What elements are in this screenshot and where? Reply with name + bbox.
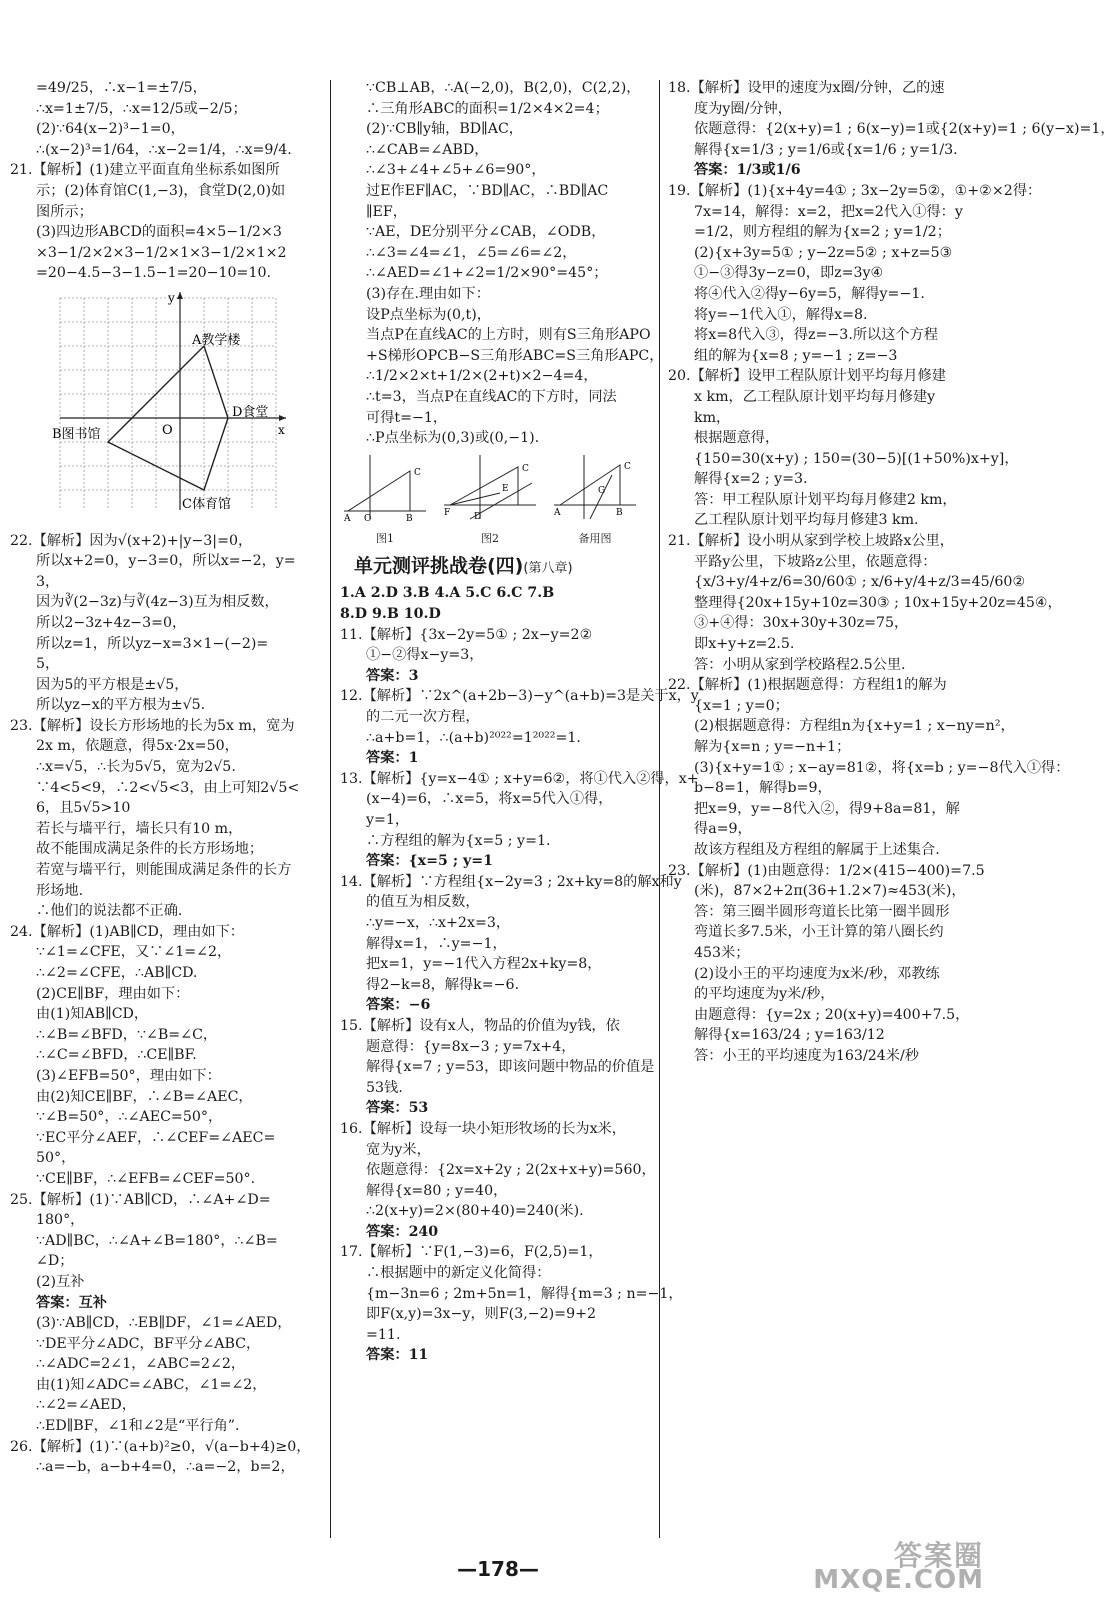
label-b: B图书馆 <box>52 426 101 442</box>
text-line: =49/25，∴x−1=±7/5， <box>36 80 207 96</box>
text-line: ∴a+b=1，∴(a+b)²⁰²²=1²⁰²²=1. <box>366 729 581 746</box>
text-line: +S梯形OPCB−S三角形ABC=S三角形APC， <box>366 347 664 364</box>
text-line: ∴ED∥BF，∠1和∠2是“平行角”. <box>36 1418 240 1435</box>
text-line: 2x m，依题意，得5x·2x=50， <box>36 738 239 755</box>
text-line: 14.【解析】∵方程组{x−2y=3 ; 2x+ky=8的解x和y <box>340 873 682 890</box>
text-line: ∴∠ADC=2∠1，∠ABC=2∠2， <box>36 1356 246 1373</box>
text-line: 题意得：{y=8x−3 ; y=7x+4， <box>366 1038 576 1055</box>
answer-block <box>340 78 664 449</box>
text-line: {x/3+y/4+z/6=30/60① ; x/6+y/4+z/3=45/60② <box>694 574 1026 591</box>
text-line: 答案：1/3或1/6 <box>694 162 801 179</box>
text-line: ③+④得：30x+30y+30z=75， <box>694 615 909 632</box>
text-line: 由(1)知∠ADC=∠ABC，∠1=∠2， <box>36 1376 267 1393</box>
text-line: 解得{x=1/3 ; y=1/6或{x=1/6 ; y=1/3. <box>694 141 958 158</box>
column-divider <box>659 80 660 1538</box>
text-line: 答案：3 <box>366 667 419 684</box>
text-line: 可得t=−1， <box>366 409 448 426</box>
text-line: ∵∠B=50°，∴∠AEC=50°， <box>36 1109 223 1126</box>
text-line: 平路y公里，下坡路z公里，依题意得： <box>694 553 937 570</box>
text-line: 故不能围成满足条件的长方形场地； <box>36 841 264 858</box>
text-line: ∵AE，DE分别平分∠CAB，∠ODB， <box>366 224 606 241</box>
svg-text:F: F <box>444 507 451 518</box>
text-line: 25.【解析】(1)∵AB∥CD，∴∠A+∠D= <box>10 1191 271 1208</box>
section-title: 单元测评挑战卷(四)(第八章) <box>354 554 573 577</box>
text-line: {150=30(x+y) ; 150=(30−5)[(1+50%)x+y]， <box>694 450 1019 467</box>
text-line: 答：甲工程队原计划平均每月修建2 km， <box>694 491 957 508</box>
text-line: 形场地. <box>36 882 84 899</box>
text-line: 16.【解析】设每一块小矩形牧场的长为x米， <box>340 1120 626 1137</box>
text-line: ∴∠CAB=∠ABD， <box>366 141 489 158</box>
text-line: ∴(x−2)³=1/64，∴x−2=1/4，∴x=9/4. <box>36 141 292 158</box>
text-line: 图所示； <box>36 203 93 220</box>
text-line: 过E作EF∥AC，∵BD∥AC，∴BD∥AC <box>366 182 609 199</box>
text-line: ∴x=1±7/5，∴x=12/5或−2/5； <box>36 100 247 117</box>
text-line: ∵CE∥BF，∴∠EFB=∠CEF=50°. <box>36 1170 256 1187</box>
text-line: 设P点坐标为(0,t)， <box>366 306 491 323</box>
text-line: ①−②得x−y=3， <box>366 647 484 664</box>
answer-block <box>10 531 323 1478</box>
column-middle <box>340 78 699 1538</box>
text-line: 答：第三圈半圆形弯道长比第一圈半圆形 <box>694 903 950 920</box>
text-line: 23.【解析】设长方形场地的长为5x m，宽为 <box>10 717 295 734</box>
figure-2 <box>440 453 540 550</box>
text-line: ∴∠C=∠BFD，∴CE∥BF. <box>36 1047 197 1064</box>
text-line: ∵DE平分∠ADC，BF平分∠ABC， <box>36 1335 261 1352</box>
text-line: (2)互补 <box>36 1273 85 1290</box>
text-line: (2)根据题意得：方程组n为{x+y=1 ; x−ny=n²， <box>694 718 1015 735</box>
text-line: ∴根据题中的新定义化简得： <box>366 1265 551 1282</box>
text-line: 答：小王的平均速度为163/24米/秒 <box>694 1047 919 1064</box>
text-line: 把x=1，y=−1代入方程2x+ky=8， <box>366 956 602 973</box>
text-line: 53钱. <box>366 1079 403 1096</box>
text-line: 把x=9，y=−8代入②，得9+8a=81，解 <box>694 800 960 817</box>
label-d: D食堂 <box>232 404 269 420</box>
svg-text:E: E <box>502 483 509 494</box>
text-line: (3)存在.理由如下： <box>366 285 490 302</box>
watermark-logo: 答案圈 MXQE.COM <box>813 1539 984 1595</box>
figure-1-caption: 图1 <box>376 532 394 546</box>
geometry-figures <box>340 453 650 550</box>
text-line: 组的解为{x=8 ; y=−1 ; z=−3 <box>694 347 898 364</box>
text-line: 20.【解析】设甲工程队原计划平均每月修建 <box>668 368 946 385</box>
answer-block <box>668 78 1115 1067</box>
text-line: =11. <box>366 1326 401 1343</box>
text-line: 度为y圈/分钟， <box>694 100 792 117</box>
text-line: 所以z=1，所以yz−x=3×1−(−2)= <box>36 635 269 652</box>
text-line: ∴他们的说法都不正确. <box>36 903 183 920</box>
text-line: 依题意得：{2(x+y)=1 ; 6(x−y)=1或{2(x+y)=1 ; 6(y−x)=1， <box>694 121 1115 138</box>
text-line: 11.【解析】{3x−2y=5① ; 2x−y=2② <box>340 626 593 643</box>
column-divider <box>330 80 331 1538</box>
text-line: 7x=14，解得：x=2，把x=2代入①得：y <box>694 203 963 220</box>
text-line: 解为{x=n ; y=−n+1； <box>694 739 851 755</box>
label-origin: O <box>162 422 173 438</box>
text-line: 整理得{20x+15y+10z=30③ ; 10x+15y+20z=45④， <box>694 594 1062 611</box>
svg-text:C: C <box>522 463 529 474</box>
text-line: 答案：1 <box>366 750 419 767</box>
text-line: 答案：11 <box>366 1347 429 1364</box>
text-line: 22.【解析】因为√(x+2)+|y−3|=0， <box>10 532 253 549</box>
text-line: {m−3n=6 ; 2m+5n=1，解得{m=3 ; n=−1， <box>366 1285 683 1302</box>
text-line: (米)，87×2+2π(36+1.2×7)≈453(米)， <box>694 883 966 900</box>
text-line: {x=1 ; y=0； <box>694 697 789 714</box>
text-line: 26.【解析】(1)∵(a+b)²≥0，√(a−b+4)≥0， <box>10 1438 311 1455</box>
text-line: ∴∠B=∠BFD，∵∠B=∠C， <box>36 1026 218 1043</box>
text-line: ∴a=−b，a−b+4=0，∴a=−2，b=2， <box>36 1459 295 1476</box>
text-line: =1/2，则方程组的解为{x=2 ; y=1/2； <box>694 224 951 241</box>
svg-text:A: A <box>344 513 351 524</box>
svg-text:G: G <box>598 485 606 496</box>
text-line: 示；(2)体育馆C(1,−3)，食堂D(2,0)如 <box>36 182 286 199</box>
text-line: ∵CB⊥AB，∴A(−2,0)，B(2,0)，C(2,2)， <box>366 80 641 96</box>
text-line: ∵∠1=∠CFE，又∵∠1=∠2， <box>36 944 232 961</box>
figure-2-caption: 图2 <box>481 532 499 546</box>
text-line: ∥EF， <box>366 203 407 220</box>
text-line: ∴t=3，当点P在直线AC的下方时，同法 <box>366 388 617 405</box>
text-line: (3)∵AB∥CD，∴EB∥DF，∠1=∠AED， <box>36 1315 292 1332</box>
svg-text:C: C <box>414 467 421 478</box>
text-line: 得2−k=8，解得k=−6. <box>366 976 520 993</box>
text-line: 解得{x=2 ; y=3. <box>694 471 808 488</box>
text-line: 12.【解析】∵2x^(a+2b−3)−y^(a+b)=3是关于x，y <box>340 688 699 705</box>
figure-1 <box>340 453 430 550</box>
text-line: 21.【解析】设小明从家到学校上坡路x公里， <box>668 533 954 550</box>
text-line: 宽为y米， <box>366 1141 431 1158</box>
label-x: x <box>278 422 285 437</box>
svg-text:O: O <box>364 513 372 524</box>
text-line: 由(1)知AB∥CD， <box>36 1006 149 1023</box>
text-line: ∠D； <box>36 1253 74 1270</box>
text-line: ∴∠2=∠AED， <box>36 1397 136 1414</box>
text-line: ∴∠3=∠4=∠1，∠5=∠6=∠2， <box>366 244 577 261</box>
text-line: 答案：240 <box>366 1223 439 1240</box>
text-line: ∴三角形ABC的面积=1/2×4×2=4； <box>366 100 609 117</box>
text-line: 24.【解析】(1)AB∥CD，理由如下： <box>10 923 244 940</box>
text-line: 3， <box>36 573 60 590</box>
text-line: 的二元一次方程， <box>366 709 480 726</box>
svg-text:B: B <box>616 507 623 518</box>
campus-grid-diagram <box>50 288 300 518</box>
figure-3-caption: 备用图 <box>578 532 612 546</box>
text-line: km， <box>694 409 731 426</box>
text-line: 将y=−1代入①，解得x=8. <box>694 306 868 323</box>
text-line: 答：小明从家到学校路程2.5公里. <box>694 656 906 673</box>
text-line: 因为5的平方根是±√5， <box>36 676 189 693</box>
text-line: (3)四边形ABCD的面积=4×5−1/2×3 <box>36 224 282 241</box>
answer-block <box>340 583 699 1366</box>
answer-block <box>10 78 323 284</box>
column-left <box>10 78 323 1538</box>
text-line: 19.【解析】(1){x+4y=4① ; 3x−2y=5②，①+②×2得： <box>668 182 1042 199</box>
text-line: 得a=9， <box>694 821 752 838</box>
text-line: (2){x+3y=5① ; y−2z=5② ; x+z=5③ <box>694 244 953 261</box>
text-line: (3){x+y=1① ; x−ay=81②，将{x=b ; y=−8代入①得： <box>694 759 1070 776</box>
text-line: (2)∵CB∥y轴，BD∥AC， <box>366 121 523 138</box>
text-line: 答案：互补 <box>36 1294 107 1311</box>
text-line: 所以2−3z+4z−3=0， <box>36 614 187 631</box>
text-line: ∴2(x+y)=2×(80+40)=240(米). <box>366 1203 584 1220</box>
text-line: (2)设小王的平均速度为x米/秒，邓教练 <box>694 965 940 982</box>
text-line: 453米； <box>694 944 750 961</box>
text-line: ∴∠2=∠CFE，∴AB∥CD. <box>36 965 198 981</box>
text-line: 弯道长多7.5米，小王计算的第八圈长约 <box>694 924 944 941</box>
text-line: 答案：{x=5 ; y=1 <box>366 853 494 870</box>
figure-3 <box>550 453 640 550</box>
text-line: 即F(x,y)=3x−y，则F(3,−2)=9+2 <box>366 1306 597 1323</box>
text-line: ①−③得3y−z=0，即z=3y④ <box>694 265 884 282</box>
text-line: 解得{x=163/24 ; y=163/12 <box>694 1027 885 1044</box>
svg-text:A: A <box>554 507 561 518</box>
text-line: 根据题意得， <box>694 430 780 447</box>
text-line: ∵4<5<9，∴2<√5<3，由上可知2√5< <box>36 779 300 796</box>
text-line: 若宽与墙平行，则能围成满足条件的长方 <box>36 862 292 879</box>
text-line: ∴x=√5，∴长为5√5，宽为2√5. <box>36 759 236 776</box>
text-line: (3)∠EFB=50°，理由如下： <box>36 1067 221 1084</box>
text-line: 6，且5√5>10 <box>36 800 131 817</box>
text-line: 乙工程队原计划平均每月修建3 km. <box>694 512 919 529</box>
svg-text:B: B <box>406 513 413 524</box>
text-line: ∴P点坐标为(0,3)或(0,−1). <box>366 430 540 447</box>
text-line: 8.D 9.B 10.D <box>340 606 441 623</box>
text-line: (2)∵64(x−2)³−1=0， <box>36 121 185 138</box>
text-line: b−8=1，解得b=9， <box>694 780 832 797</box>
text-line: 故该方程组及方程组的解属于上述集合. <box>694 841 940 858</box>
text-line: 所以yz−x的平方根为±√5. <box>36 697 206 714</box>
text-line: x km，乙工程队原计划平均每月修建y <box>694 388 936 405</box>
text-line: 的平均速度为y米/秒， <box>694 986 835 1003</box>
text-line: 17.【解析】∵F(1,−3)=6，F(2,5)=1， <box>340 1244 603 1261</box>
label-y: y <box>168 290 175 305</box>
text-line: 180°， <box>36 1212 85 1229</box>
text-line: 当点P在直线AC的上方时，则有S三角形APO <box>366 327 651 344</box>
text-line: 答案：−6 <box>366 997 431 1014</box>
text-line: 解得x=1，∴y=−1， <box>366 935 507 952</box>
text-line: ∴∠3+∠4+∠5+∠6=90°， <box>366 162 546 179</box>
svg-text:C: C <box>624 461 631 472</box>
text-line: 将④代入②得y−6y=5，解得y=−1. <box>694 285 925 302</box>
svg-text:D: D <box>474 511 482 522</box>
text-line: ∴方程组的解为{x=5 ; y=1. <box>366 832 551 849</box>
coordinate-figure <box>50 288 323 525</box>
text-line: 解得{x=7 ; y=53，即该问题中物品的价值是 <box>366 1059 655 1076</box>
text-line: 21.【解析】(1)建立平面直角坐标系如图所 <box>10 162 280 179</box>
text-line: 因为∛(2−3z)与∛(4z−3)互为相反数， <box>36 594 279 611</box>
text-line: 解得{x=80 ; y=40， <box>366 1182 508 1199</box>
text-line: ∵EC平分∠AEF，∴∠CEF=∠AEC= <box>36 1129 276 1146</box>
text-line: 答案：53 <box>366 1100 429 1117</box>
text-line: 22.【解析】(1)根据题意得：方程组1的解为 <box>668 677 947 694</box>
text-line: ∴1/2×2×t+1/2×(2+t)×2−4=4， <box>366 368 598 385</box>
text-line: 将x=8代入③，得z=−3.所以这个方程 <box>694 327 938 344</box>
text-line: 由(2)知CE∥BF，∴∠B=∠AEC， <box>36 1088 253 1105</box>
text-line: (2)CE∥BF，理由如下： <box>36 985 190 1002</box>
text-line: (x−4)=6，∴x=5，将x=5代入①得， <box>366 791 613 808</box>
text-line: 的值互为相反数， <box>366 894 480 911</box>
page-number: —178— <box>457 1557 539 1582</box>
column-right <box>668 78 1115 1538</box>
text-line: ∴y=−x，∴x+2x=3， <box>366 914 511 931</box>
text-line: ∴∠AED=∠1+∠2=1/2×90°=45°； <box>366 265 608 282</box>
text-line: 23.【解析】(1)由题意得：1/2×(415−400)=7.5 <box>668 862 985 879</box>
text-line: 18.【解析】设甲的速度为x圈/分钟，乙的速 <box>668 80 945 96</box>
text-line: ∵AD∥BC，∴∠A+∠B=180°，∴∠B= <box>36 1232 278 1249</box>
label-c: C体育馆 <box>182 496 231 512</box>
text-line: 50°， <box>36 1150 76 1167</box>
text-line: =20−4.5−3−1.5−1=20−10=10. <box>36 265 272 282</box>
text-line: 若长与墙平行，墙长只有10 m， <box>36 820 243 837</box>
text-line: ×3−1/2×2×3−1/2×1×3−1/2×1×2 <box>36 244 287 261</box>
text-line: 所以x+2=0，y−3=0，所以x=−2，y= <box>36 553 296 570</box>
text-line: 5， <box>36 656 60 673</box>
text-line: 1.A 2.D 3.B 4.A 5.C 6.C 7.B <box>340 585 555 602</box>
text-line: y=1， <box>366 812 410 828</box>
text-line: 由题意得：{y=2x ; 20(x+y)=400+7.5， <box>694 1006 970 1023</box>
text-line: 15.【解析】设有x人，物品的价值为y钱，依 <box>340 1017 620 1034</box>
text-line: 13.【解析】{y=x−4① ; x+y=6②，将①代入②得，x+ <box>340 770 699 787</box>
label-a: A教学楼 <box>192 332 241 348</box>
text-line: 即x+y+z=2.5. <box>694 636 795 653</box>
text-line: 依题意得：{2x=x+2y ; 2(2x+x+y)=560， <box>366 1162 656 1179</box>
